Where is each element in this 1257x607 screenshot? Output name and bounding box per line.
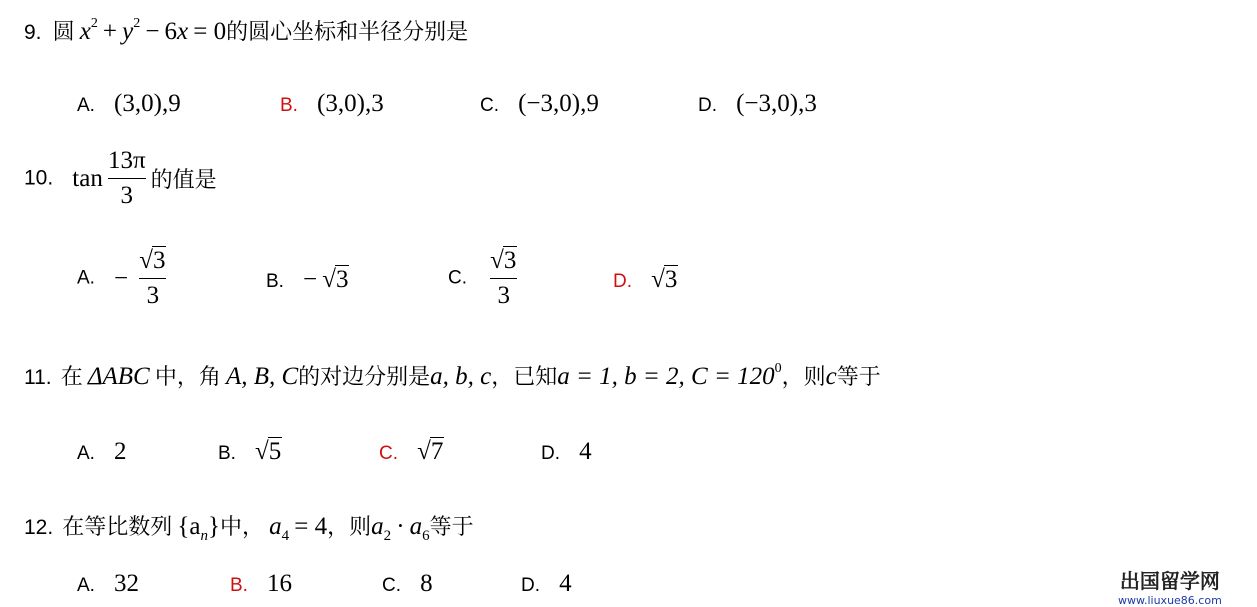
option-q11-b[interactable]	[218, 438, 282, 466]
option-q11-d[interactable]	[541, 438, 592, 466]
radical-sign: √	[490, 247, 504, 274]
math-equals: = 4	[294, 513, 328, 540]
fraction-bar	[108, 178, 146, 179]
math-a2: a	[371, 513, 384, 540]
math-minus: −	[114, 264, 129, 292]
option-label: C.	[379, 443, 398, 464]
question-text: 中，角	[154, 365, 221, 390]
question-9	[24, 15, 468, 46]
math-minus: −	[145, 18, 160, 45]
radicand: 5	[268, 438, 282, 465]
fraction-denominator: 3	[146, 282, 160, 309]
radical-sign: √	[417, 438, 431, 465]
radicand: 3	[152, 247, 166, 274]
option-value: (−3,0),3	[736, 90, 817, 117]
option-q12-a[interactable]	[77, 570, 139, 598]
math-a4: a	[269, 513, 282, 540]
question-text: 中，	[220, 515, 265, 540]
option-q11-c[interactable]	[379, 438, 444, 466]
question-text: 的值是	[150, 168, 217, 193]
question-text: ，则	[781, 365, 826, 390]
question-text: 在等比数列	[62, 515, 173, 540]
fraction-numerator: 13π	[107, 147, 146, 174]
fraction-denominator: 3	[497, 282, 510, 309]
math-exp: 2	[90, 16, 98, 31]
option-value: 4	[559, 570, 572, 597]
option-value: (3,0),3	[317, 90, 384, 117]
option-value: 8	[420, 570, 433, 597]
option-label: A.	[77, 443, 95, 464]
math-sequence	[177, 513, 221, 544]
sqrt	[651, 266, 678, 294]
math-dot: ·	[396, 513, 405, 540]
option-value: (3,0),9	[114, 90, 181, 117]
math-six: 6	[164, 18, 178, 45]
question-text: ，已知	[491, 365, 558, 390]
option-label: D.	[521, 575, 540, 596]
math-a6: a	[409, 513, 423, 540]
question-text: 的对边分别是	[298, 365, 431, 390]
watermark-title: 出国留学网	[1119, 569, 1220, 593]
sqrt	[139, 246, 166, 276]
radicand: 3	[664, 266, 678, 293]
option-label: C.	[448, 267, 467, 289]
math-y: y	[122, 18, 134, 45]
math-c: c	[825, 363, 837, 390]
option-label: D.	[541, 443, 560, 464]
option-value: 16	[267, 570, 293, 597]
math-minus: −	[303, 266, 318, 293]
math-given: a = 1, b = 2, C = 120	[557, 363, 775, 390]
subscript: 6	[422, 528, 430, 544]
math-fraction	[490, 246, 517, 311]
math-x: x	[79, 18, 91, 45]
option-label: D.	[698, 95, 717, 116]
option-label: B.	[230, 575, 248, 596]
option-q12-b[interactable]	[230, 570, 292, 598]
option-q9-c[interactable]	[480, 90, 599, 118]
math-x: x	[177, 18, 189, 45]
option-label: B.	[266, 271, 284, 292]
question-10	[24, 146, 217, 211]
option-value: 2	[114, 438, 127, 465]
fraction-denominator: 3	[120, 182, 133, 209]
option-q10-c[interactable]	[448, 246, 517, 311]
math-fraction	[108, 146, 146, 211]
option-q9-d[interactable]	[698, 90, 817, 118]
option-q10-b[interactable]	[266, 266, 349, 294]
option-label: A.	[77, 575, 95, 596]
watermark-url: www.liuxue86.com	[1118, 594, 1222, 607]
question-text: 等于	[429, 515, 474, 540]
option-q9-a[interactable]	[77, 90, 181, 118]
subscript: n	[200, 528, 209, 544]
option-label: C.	[382, 575, 401, 596]
question-text: 的圆心坐标和半径分别是	[226, 20, 469, 45]
option-value: 32	[114, 570, 140, 597]
option-label: B.	[280, 95, 298, 116]
sequence-open: {a	[177, 513, 201, 540]
math-tan: tan	[72, 164, 103, 192]
sqrt	[417, 438, 444, 466]
option-q9-b[interactable]	[280, 90, 384, 118]
sqrt	[255, 438, 282, 466]
question-text: 在	[60, 365, 83, 390]
option-q10-d[interactable]	[613, 266, 678, 294]
option-label: B.	[218, 443, 236, 464]
option-label: D.	[613, 271, 632, 292]
math-angles: A, B, C	[225, 363, 299, 390]
radical-sign: √	[255, 438, 269, 465]
math-sides: a, b, c	[430, 363, 492, 390]
question-12	[24, 510, 474, 545]
option-q10-a[interactable]	[77, 246, 166, 311]
subscript: 2	[383, 528, 392, 544]
math-equals: = 0	[193, 18, 227, 45]
question-number: 12.	[24, 516, 54, 539]
fraction-bar	[139, 278, 166, 279]
radical-sign: √	[139, 247, 153, 274]
option-value: (−3,0),9	[518, 90, 599, 117]
question-number: 11.	[24, 366, 52, 389]
subscript: 4	[281, 528, 290, 544]
option-label: C.	[480, 95, 499, 116]
radicand: 3	[503, 247, 517, 274]
question-text: ，则	[327, 515, 372, 540]
option-label: A.	[77, 267, 95, 289]
option-value: 4	[579, 438, 592, 465]
option-q12-d[interactable]	[521, 570, 572, 598]
radical-sign: √	[322, 266, 336, 293]
question-11	[24, 360, 881, 391]
question-text: 等于	[836, 365, 881, 390]
question-number: 9.	[24, 21, 42, 44]
math-exp: 2	[133, 16, 141, 31]
math-triangle: ΔABC	[87, 363, 150, 390]
math-exp: 0	[774, 361, 782, 376]
math-plus: +	[102, 18, 118, 45]
option-q11-a[interactable]	[77, 438, 127, 466]
sqrt	[322, 266, 349, 294]
sqrt	[490, 246, 517, 276]
radicand: 3	[335, 266, 349, 293]
option-label: A.	[77, 95, 95, 116]
math-fraction	[139, 246, 166, 311]
watermark	[1118, 565, 1222, 607]
fraction-bar	[490, 278, 517, 279]
option-q12-c[interactable]	[382, 570, 433, 598]
question-lead: 圆	[52, 20, 75, 45]
question-number: 10.	[24, 166, 54, 190]
radicand: 7	[430, 438, 444, 465]
radical-sign: √	[651, 266, 665, 293]
sequence-close: }	[208, 513, 221, 540]
